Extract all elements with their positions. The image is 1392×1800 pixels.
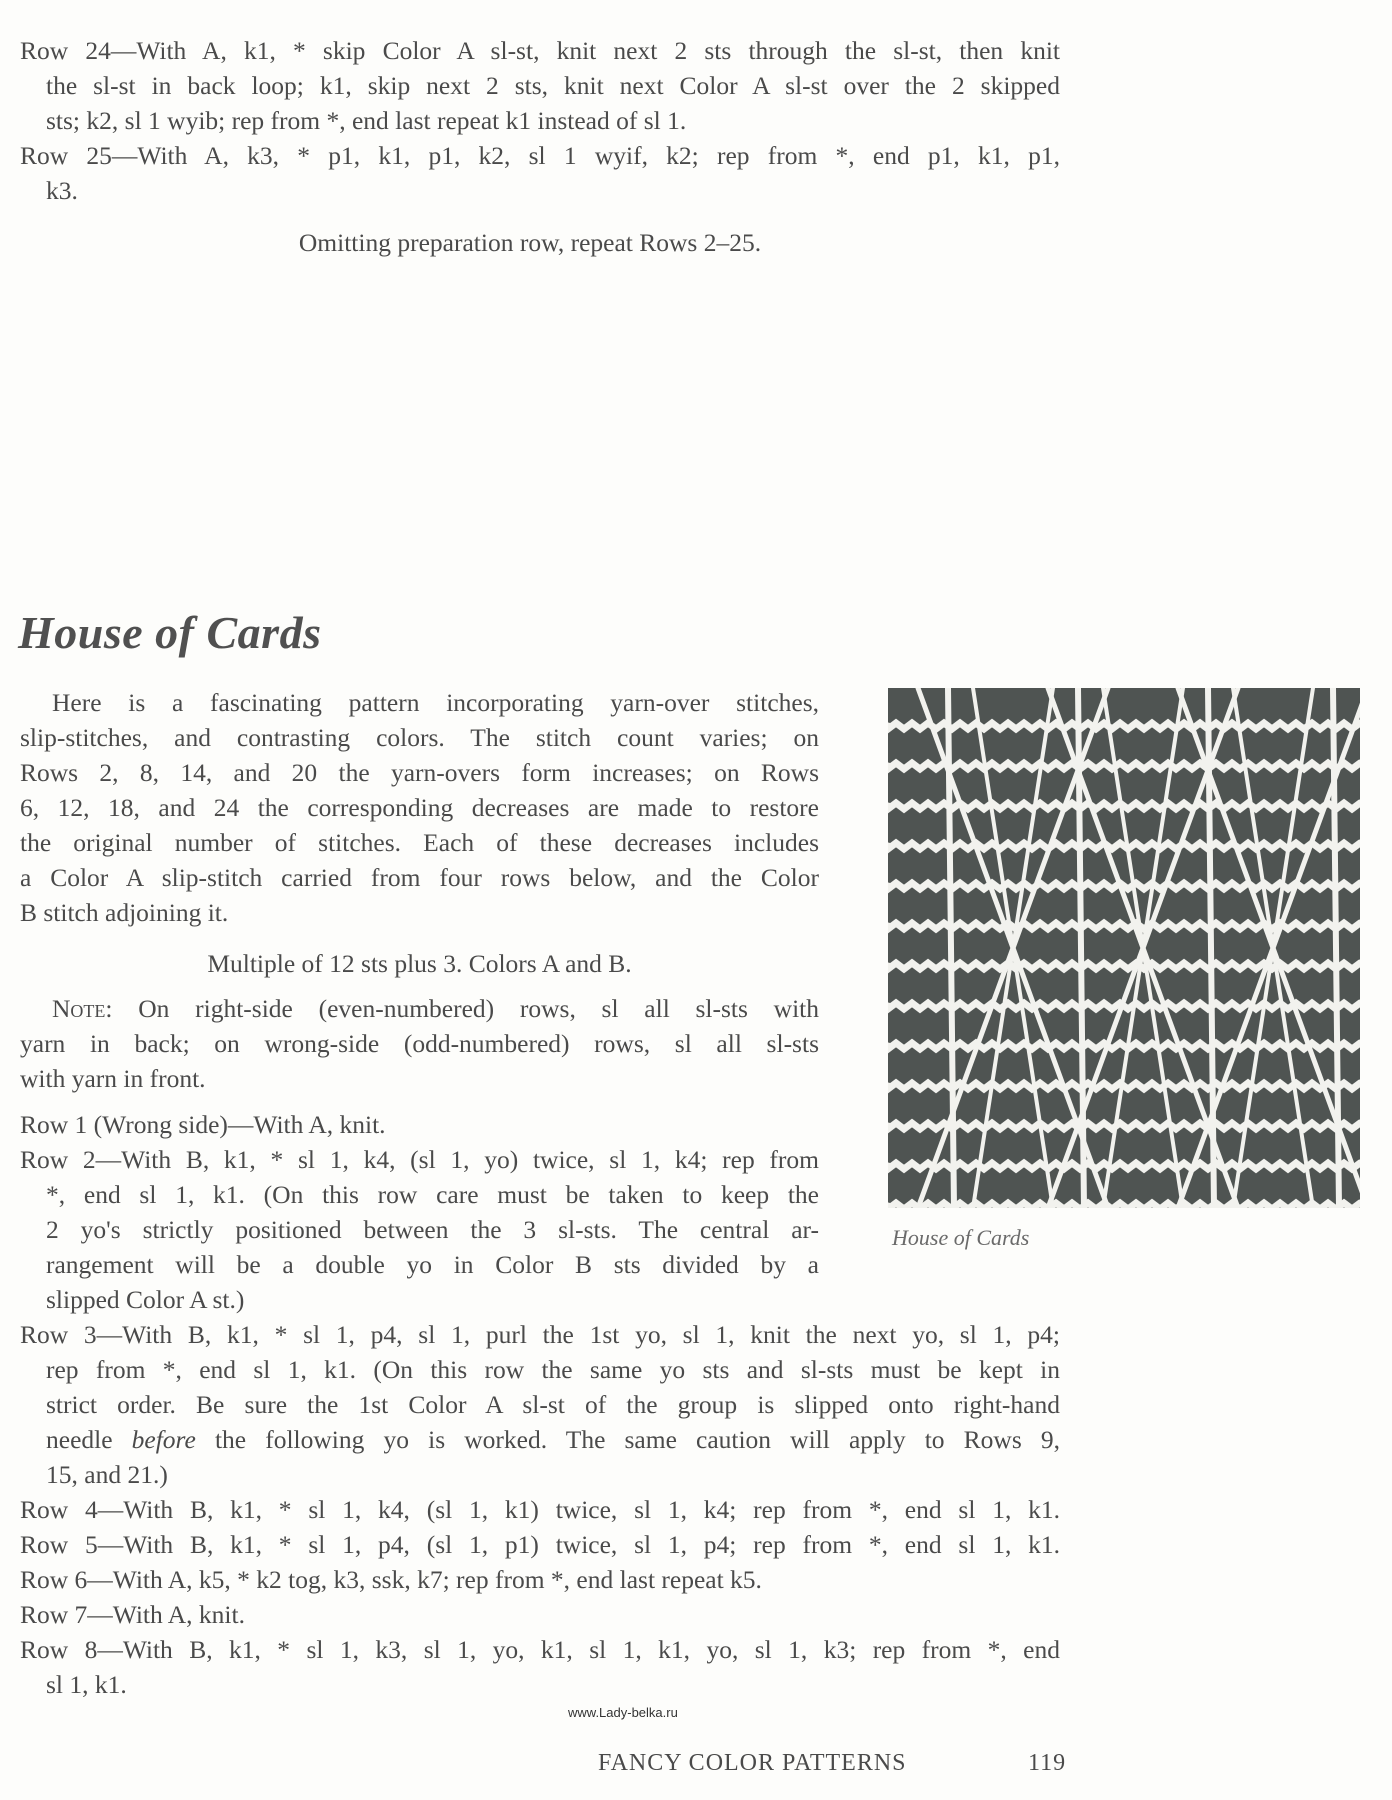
text-line: Row 3—With B, k1, * sl 1, p4, sl 1, purl the 1st yo, sl 1, knit the next yo, sl 1, p4; [20, 1320, 1060, 1349]
note-label: Note: [52, 994, 113, 1023]
row-4-instruction: Row 4—With B, k1, * sl 1, k4, (sl 1, k1) twice, sl 1, k4; rep from *, end sl 1, k1. [20, 1495, 1060, 1524]
stitch-multiple: Multiple of 12 sts plus 3. Colors A and B. [207, 949, 632, 978]
text-line: rangement will be a double yo in Color B sts divided by a [46, 1250, 819, 1279]
text-line: Row 2—With B, k1, * sl 1, k4, (sl 1, yo) twice, sl 1, k4; rep from [20, 1145, 819, 1174]
swatch-row-strand [888, 1163, 1360, 1169]
swatch-caption: House of Cards [892, 1225, 1030, 1250]
row-6-instruction: Row 6—With A, k5, * k2 tog, k3, ssk, k7; rep from *, end last repeat k5. [20, 1565, 762, 1594]
text-line: sl 1, k1. [46, 1670, 127, 1699]
text-line: Row 24—With A, k1, * skip Color A sl-st, knit next 2 sts through the sl-st, then knit [20, 36, 1060, 65]
text-line: Row 25—With A, k3, * p1, k1, p1, k2, sl 1 wyif, k2; rep from *, end p1, k1, p1, [20, 141, 1060, 170]
text-span: the following yo is worked. The same caution will apply to Rows 9, [195, 1425, 1060, 1454]
text-line: with yarn in front. [20, 1064, 206, 1093]
swatch-row-strand [888, 963, 1360, 969]
page-number: 119 [1028, 1750, 1067, 1776]
swatch-row-strand [888, 1203, 1360, 1208]
text-line: k3. [46, 176, 78, 205]
row-5-instruction: Row 5—With B, k1, * sl 1, p4, (sl 1, p1) twice, sl 1, p4; rep from *, end sl 1, k1. [20, 1530, 1060, 1559]
text-line: a Color A slip-stitch carried from four rows below, and the Color [20, 863, 819, 892]
swatch-row-strand [888, 883, 1360, 889]
text-line: the sl-st in back loop; k1, skip next 2 sts, knit next Color A sl-st over the 2 skipped [46, 71, 1060, 100]
italic-emphasis: before [131, 1425, 196, 1454]
text-line: strict order. Be sure the 1st Color A sl-st of the group is slipped onto right-hand [46, 1390, 1060, 1419]
note-text: On right-side (even-numbered) rows, sl all sl-sts with [112, 994, 819, 1023]
text-line: yarn in back; on wrong-side (odd-numbered) rows, sl all sl-sts [20, 1029, 819, 1058]
text-line [52, 994, 819, 1024]
text-line: sts; k2, sl 1 wyib; rep from *, end last repeat k1 instead of sl 1. [46, 106, 687, 135]
text-line: rep from *, end sl 1, k1. (On this row the same yo sts and sl-sts must be kept in [46, 1355, 1060, 1384]
text-line: 2 yo's strictly positioned between the 3 sl-sts. The central ar- [46, 1215, 819, 1244]
text-line: Rows 2, 8, 14, and 20 the yarn-overs form increases; on Rows [20, 758, 819, 787]
text-line: 6, 12, 18, and 24 the corresponding decreases are made to restore [20, 793, 819, 822]
text-line: 15, and 21.) [46, 1460, 168, 1489]
swatch-row-strand [888, 723, 1360, 729]
text-span: needle [46, 1425, 132, 1454]
text-line: slip-stitches, and contrasting colors. The stitch count varies; on [20, 723, 819, 752]
footer-section-title: FANCY COLOR PATTERNS [598, 1750, 907, 1776]
pattern-title: House of Cards [18, 607, 322, 658]
row-1-instruction: Row 1 (Wrong side)—With A, knit. [20, 1110, 386, 1139]
swatch-photo [888, 688, 1360, 1208]
text-line: B stitch adjoining it. [20, 898, 229, 927]
swatch-row-strand [888, 923, 1360, 929]
text-line [46, 1425, 1060, 1455]
text-line: slipped Color A st.) [46, 1285, 245, 1314]
knit-swatch-illustration [888, 688, 1360, 1208]
text-line: the original number of stitches. Each of these decreases includes [20, 828, 819, 857]
row-7-instruction: Row 7—With A, knit. [20, 1600, 245, 1629]
watermark: www.Lady-belka.ru [568, 1705, 678, 1720]
text-line: Here is a fascinating pattern incorporating yarn-over stitches, [52, 688, 819, 717]
text-line: *, end sl 1, k1. (On this row care must be taken to keep the [46, 1180, 819, 1209]
swatch-row-strand [888, 1123, 1360, 1129]
repeat-note: Omitting preparation row, repeat Rows 2–25. [298, 228, 762, 257]
swatch-row-strand [888, 763, 1360, 769]
text-line: Row 8—With B, k1, * sl 1, k3, sl 1, yo, k1, sl 1, k1, yo, sl 1, k3; rep from *, end [20, 1635, 1060, 1664]
